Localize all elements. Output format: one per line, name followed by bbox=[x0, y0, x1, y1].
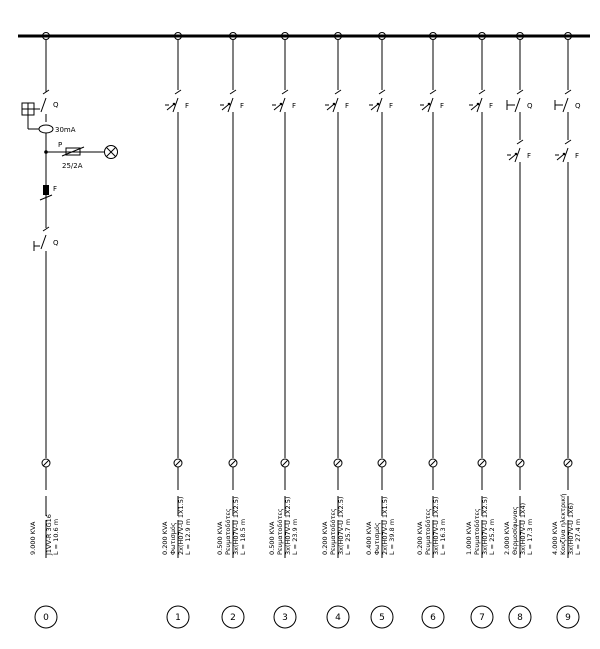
incomer-column bbox=[22, 33, 118, 459]
circuit-breaker-symbol bbox=[165, 90, 189, 112]
circuit-label-block bbox=[29, 514, 60, 556]
circuit-breaker-symbol bbox=[420, 90, 444, 112]
circuit-cable: J1VV-R 3G16 bbox=[45, 514, 53, 555]
circuit-cable: 3x(H07V-U 1X2.5) bbox=[432, 496, 440, 555]
breaker-label: F bbox=[185, 102, 190, 110]
terminal-node bbox=[564, 459, 572, 467]
circuit-power: 0.200 KVA bbox=[161, 521, 169, 555]
circuit-label-block bbox=[503, 503, 534, 555]
terminal-node bbox=[281, 459, 289, 467]
main-switch-label: Q bbox=[53, 101, 59, 109]
terminal-node bbox=[478, 459, 486, 467]
circuit-power: 0.500 KVA bbox=[216, 521, 224, 555]
breaker-label: F bbox=[575, 152, 580, 160]
circuit-6 bbox=[416, 33, 447, 629]
circuit-breaker-symbol bbox=[555, 140, 579, 162]
circuit-number-badge[interactable] bbox=[422, 606, 444, 628]
terminal-node bbox=[429, 459, 437, 467]
breaker-label: F bbox=[440, 102, 445, 110]
circuit-number-badge[interactable] bbox=[222, 606, 244, 628]
circuit-number: 6 bbox=[430, 613, 436, 623]
circuit-power: 9.000 KVA bbox=[29, 521, 37, 555]
circuit-power: 0.200 KVA bbox=[416, 521, 424, 555]
circuit-number: 2 bbox=[230, 613, 236, 623]
breaker-label: F bbox=[292, 102, 297, 110]
circuit-label-block bbox=[465, 497, 496, 555]
circuit-number-badge[interactable] bbox=[471, 606, 493, 628]
terminal-node bbox=[378, 459, 386, 467]
pilot-lamp-branch bbox=[44, 141, 117, 170]
terminal-node bbox=[334, 459, 342, 467]
circuit-label-block bbox=[216, 497, 247, 555]
circuit-0 bbox=[29, 459, 60, 628]
circuit-length: L = 18.5 m bbox=[239, 518, 247, 555]
circuit-length: L = 23.9 m bbox=[291, 518, 299, 555]
breaker-label: F bbox=[240, 102, 245, 110]
circuit-description: Ρευματοδότες bbox=[473, 508, 481, 555]
circuit-description: Ρευματοδότες bbox=[224, 508, 232, 555]
circuit-number-badge[interactable] bbox=[35, 606, 57, 628]
circuit-description: Φωτισμός bbox=[169, 522, 177, 555]
circuit-description: Φωτισμός bbox=[373, 522, 381, 555]
circuit-description: Κουζίνα ηλεκτρική bbox=[559, 493, 567, 555]
circuit-number: 9 bbox=[565, 613, 571, 623]
circuit-breaker-symbol bbox=[272, 90, 296, 112]
circuit-power: 4.000 KVA bbox=[551, 521, 559, 555]
circuit-3 bbox=[268, 33, 299, 629]
circuit-breaker-symbol bbox=[507, 140, 531, 162]
circuit-cable: 3x(H07V-U 1X2.5) bbox=[481, 496, 489, 555]
circuit-length: L = 25.2 m bbox=[488, 518, 496, 555]
circuit-breaker-symbol bbox=[325, 90, 349, 112]
terminal-node bbox=[174, 459, 182, 467]
circuit-7 bbox=[465, 33, 496, 629]
circuit-cable: 3x(H07V-U 1X2.5) bbox=[337, 496, 345, 555]
circuit-label-block bbox=[365, 497, 396, 555]
circuit-length: L = 25.7 m bbox=[344, 518, 352, 555]
circuit-breaker-symbol bbox=[369, 90, 393, 112]
circuit-number: 7 bbox=[479, 613, 485, 623]
breaker-label: F bbox=[345, 102, 350, 110]
fuse-rating-label: 25/2A bbox=[62, 162, 83, 170]
incomer-fuse-symbol bbox=[40, 185, 57, 200]
rcd-symbol bbox=[22, 103, 76, 134]
circuit-power: 0.500 KVA bbox=[268, 521, 276, 555]
main-switch-symbol bbox=[41, 90, 59, 122]
circuit-number: 0 bbox=[43, 613, 49, 623]
isolator-switch-symbol bbox=[555, 90, 581, 112]
switch-label: Q bbox=[527, 102, 533, 110]
circuit-number-badge[interactable] bbox=[557, 606, 579, 628]
circuit-4 bbox=[321, 33, 352, 629]
breaker-label: F bbox=[389, 102, 394, 110]
circuit-breaker-symbol bbox=[220, 90, 244, 112]
circuit-number-badge[interactable] bbox=[371, 606, 393, 628]
circuit-power: 1.000 KVA bbox=[465, 521, 473, 555]
circuit-number: 3 bbox=[282, 613, 288, 623]
circuit-label-block bbox=[321, 497, 352, 555]
circuit-1 bbox=[161, 33, 192, 629]
circuit-length: L = 16.3 m bbox=[439, 518, 447, 555]
circuit-8 bbox=[503, 33, 534, 629]
circuit-number-badge[interactable] bbox=[274, 606, 296, 628]
circuit-label-block bbox=[551, 494, 582, 555]
circuit-9 bbox=[551, 33, 582, 629]
circuit-label-block bbox=[416, 497, 447, 555]
circuit-number: 4 bbox=[335, 613, 341, 623]
circuit-cable: 3x(H07V-U 1X4) bbox=[519, 502, 527, 555]
circuit-power: 2.000 KVA bbox=[503, 521, 511, 555]
circuit-columns bbox=[29, 33, 582, 629]
circuit-length: L = 17.3 m bbox=[526, 518, 534, 555]
isolator-symbol bbox=[34, 227, 59, 251]
circuit-power: 0.200 KVA bbox=[321, 521, 329, 555]
circuit-length: L = 39.8 m bbox=[388, 518, 396, 555]
circuit-cable: 3x(H07V-U 1X2.5) bbox=[232, 496, 240, 555]
circuit-number: 1 bbox=[175, 613, 181, 623]
circuit-label-block bbox=[161, 497, 192, 555]
switch-label: Q bbox=[575, 102, 581, 110]
circuit-length: L = 27.4 m bbox=[574, 518, 582, 555]
circuit-number: 5 bbox=[379, 613, 385, 623]
protection-label: P bbox=[58, 141, 63, 149]
circuit-5 bbox=[365, 33, 396, 629]
incomer-fuse-label: F bbox=[53, 185, 58, 193]
circuit-number: 8 bbox=[517, 613, 523, 623]
breaker-label: F bbox=[527, 152, 532, 160]
rcd-rating-label: 30mA bbox=[55, 126, 76, 134]
isolator-switch-symbol bbox=[507, 90, 533, 112]
terminal-node bbox=[516, 459, 524, 467]
circuit-number-badge[interactable] bbox=[509, 606, 531, 628]
circuit-cable: 2x(H07V-U 1X1.5) bbox=[177, 496, 185, 555]
terminal-node bbox=[42, 459, 50, 467]
circuit-cable: 2x(H07V-U 1X1.5) bbox=[381, 496, 389, 555]
circuit-length: L = 12.9 m bbox=[184, 518, 192, 555]
circuit-description: Θερμοσίφωνας bbox=[511, 506, 519, 555]
circuit-breaker-symbol bbox=[469, 90, 493, 112]
circuit-description: Ρευματοδότες bbox=[329, 508, 337, 555]
circuit-number-badge[interactable] bbox=[167, 606, 189, 628]
circuit-number-badge[interactable] bbox=[327, 606, 349, 628]
circuit-description: Ρευματοδότες bbox=[276, 508, 284, 555]
circuit-cable: 3x(H07V-U 1X6) bbox=[567, 502, 575, 555]
circuit-length: L = 10.6 m bbox=[52, 518, 60, 555]
circuit-cable: 3x(H07V-U 1X2.5) bbox=[284, 496, 292, 555]
circuit-description: Ρευματοδότες bbox=[424, 508, 432, 555]
terminal-node bbox=[229, 459, 237, 467]
circuit-2 bbox=[216, 33, 247, 629]
breaker-label: F bbox=[489, 102, 494, 110]
isolator-label: Q bbox=[53, 239, 59, 247]
circuit-power: 0.400 KVA bbox=[365, 521, 373, 555]
circuit-label-block bbox=[268, 497, 299, 555]
